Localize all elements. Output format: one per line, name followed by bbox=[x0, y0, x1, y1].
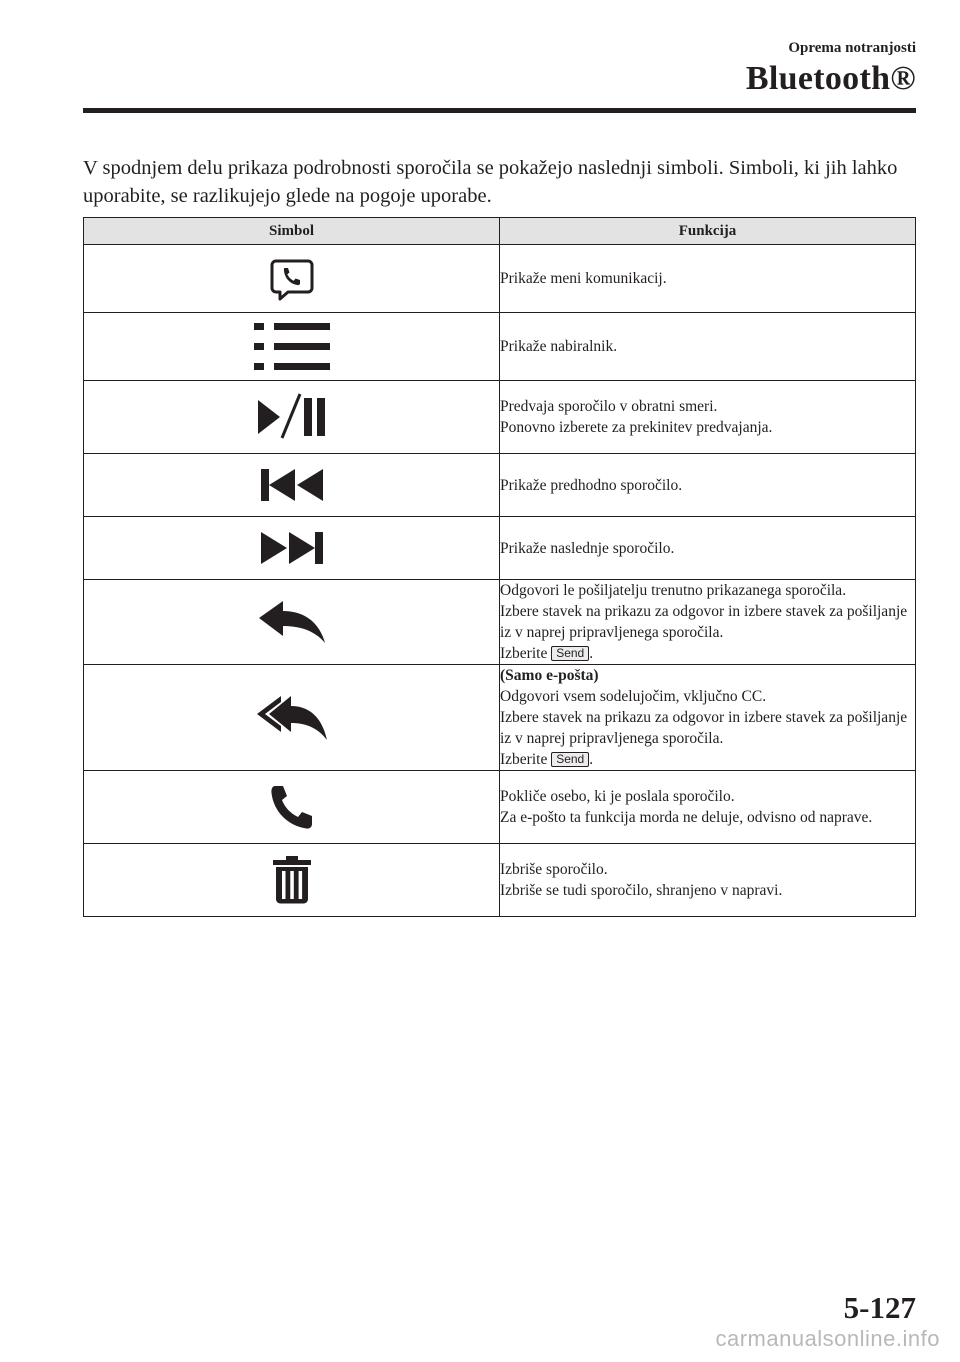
watermark: carmanualsonline.info bbox=[715, 1326, 940, 1351]
send-button: Send bbox=[551, 752, 589, 767]
column-header-symbol: Simbol bbox=[84, 218, 500, 245]
function-text: Prikaže predhodno sporočilo. bbox=[500, 476, 683, 494]
symbol-cell bbox=[84, 665, 500, 771]
send-button: Send bbox=[551, 646, 589, 661]
table-header-row bbox=[84, 218, 916, 245]
function-cell bbox=[500, 454, 916, 517]
function-text: Prikaže meni komunikacij. bbox=[500, 270, 667, 287]
page-number: 5-127 bbox=[843, 1290, 916, 1325]
function-text: Pokliče osebo, ki je poslala sporočilo. bbox=[500, 788, 735, 805]
communication-menu-icon bbox=[270, 257, 314, 301]
reply-icon bbox=[257, 599, 327, 645]
symbol-cell bbox=[84, 844, 500, 917]
function-cell bbox=[500, 313, 916, 381]
function-text: Izbere stavek na prikazu za odgovor in izbere stavek za pošiljanje iz v naprej pripravljenega sporočila. bbox=[500, 709, 908, 747]
next-track-icon bbox=[259, 530, 325, 566]
phone-icon bbox=[270, 784, 314, 830]
function-cell bbox=[500, 771, 916, 844]
function-text: Izbriše se tudi sporočilo, shranjeno v napravi. bbox=[500, 882, 783, 899]
table-row bbox=[84, 771, 916, 844]
function-text: Odgovori vsem sodelujočim, vključno CC. bbox=[500, 688, 767, 705]
intro-paragraph: V spodnjem delu prikaza podrobnosti sporočila se pokažejo naslednji simboli. Simboli, ki jih lahko uporabite, se razlikujejo glede na pogoje uporabe. bbox=[83, 157, 898, 207]
function-text: Za e-pošto ta funkcija morda ne deluje, odvisno od naprave. bbox=[500, 809, 873, 826]
header-divider bbox=[83, 108, 916, 113]
function-text: Odgovori le pošiljatelju trenutno prikazanega sporočila. bbox=[500, 582, 847, 599]
symbol-cell bbox=[84, 580, 500, 665]
symbol-cell bbox=[84, 313, 500, 381]
function-text: Ponovno izberete za prekinitev predvajanja. bbox=[500, 419, 773, 436]
function-cell bbox=[500, 665, 916, 771]
page-title: Bluetooth® bbox=[745, 60, 916, 97]
reply-all-icon bbox=[255, 693, 329, 743]
column-header-function: Funkcija bbox=[500, 218, 916, 245]
function-text: Izbere stavek na prikazu za odgovor in izbere stavek za pošiljanje iz v naprej pripravljenega sporočila. bbox=[500, 603, 908, 641]
select-instruction bbox=[500, 749, 915, 770]
symbol-cell bbox=[84, 245, 500, 313]
symbol-cell bbox=[84, 454, 500, 517]
function-cell bbox=[500, 381, 916, 454]
table-row bbox=[84, 665, 916, 771]
select-prefix: Izberite bbox=[500, 751, 548, 768]
email-only-note: (Samo e-pošta) bbox=[500, 667, 599, 684]
table-row bbox=[84, 454, 916, 517]
table-row bbox=[84, 245, 916, 313]
select-suffix: . bbox=[589, 751, 594, 768]
select-instruction bbox=[500, 643, 915, 664]
symbol-cell bbox=[84, 381, 500, 454]
inbox-list-icon bbox=[252, 321, 332, 373]
select-suffix: . bbox=[589, 645, 594, 662]
symbols-table bbox=[83, 217, 916, 917]
table-row bbox=[84, 381, 916, 454]
symbol-cell bbox=[84, 771, 500, 844]
table-row bbox=[84, 313, 916, 381]
table-row bbox=[84, 517, 916, 580]
section-title: Oprema notranjosti bbox=[788, 40, 916, 56]
table-row bbox=[84, 844, 916, 917]
function-text: Prikaže naslednje sporočilo. bbox=[500, 539, 675, 557]
function-text: Predvaja sporočilo v obratni smeri. bbox=[500, 398, 718, 415]
play-pause-icon bbox=[256, 392, 328, 442]
select-prefix: Izberite bbox=[500, 645, 548, 662]
previous-track-icon bbox=[259, 467, 325, 503]
function-text: Izbriše sporočilo. bbox=[500, 861, 608, 878]
function-cell bbox=[500, 844, 916, 917]
table-row bbox=[84, 580, 916, 665]
function-cell bbox=[500, 517, 916, 580]
function-text: Prikaže nabiralnik. bbox=[500, 338, 618, 355]
symbol-cell bbox=[84, 517, 500, 580]
function-cell bbox=[500, 245, 916, 313]
function-cell bbox=[500, 580, 916, 665]
trash-icon bbox=[271, 855, 313, 905]
